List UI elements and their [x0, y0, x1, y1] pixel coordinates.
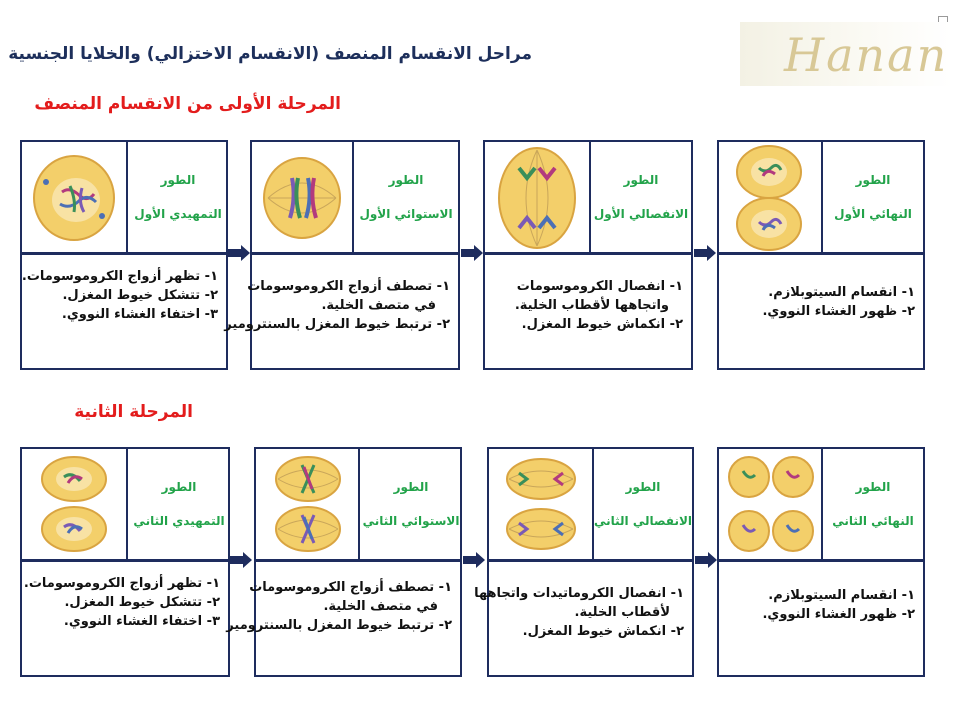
phase-telophase-2-box — [717, 447, 925, 561]
description-line: ١- انفصال الكروماتيدات واتجاهها — [474, 586, 684, 601]
phase-prophase-2-label — [128, 449, 230, 559]
phase-metaphase-1-image — [252, 142, 354, 252]
phase-telophase-1-image — [719, 142, 823, 252]
phase-anaphase-1-description — [483, 253, 693, 370]
cell-diagram-icon — [22, 449, 126, 559]
phase-metaphase-1-description — [224, 253, 460, 370]
watermark-text: Hanan — [784, 28, 949, 82]
description-line: ٣- اختفاء الغشاء النووي. — [63, 614, 220, 629]
stage-1-heading: المرحلة الأولى من الانقسام المنصف — [34, 94, 341, 114]
description-line: ٢- تتشكل خيوط المغزل. — [64, 595, 220, 610]
description-line: ١- انقسام السيتوبلازم. — [768, 588, 915, 603]
phase-label-name: الاستوائي الأول — [359, 207, 453, 221]
phase-label-word: الطور — [161, 480, 197, 494]
cell-diagram-icon — [485, 142, 589, 252]
description-line: ٢- ترتبط خيوط المغزل بالسنترومير — [224, 317, 450, 332]
phase-telophase-2-description — [717, 560, 925, 677]
cell-diagram-icon — [22, 142, 126, 252]
phase-metaphase-1-box — [250, 140, 460, 254]
description-line: ٢- انكماش خيوط المغزل. — [522, 624, 684, 639]
cell-diagram-icon — [252, 142, 352, 252]
phase-prophase-1-box — [20, 140, 228, 254]
phase-label-name: التمهيدي الأول — [134, 207, 222, 221]
phase-label-word: الطور — [388, 173, 424, 187]
phase-label-word: الطور — [160, 173, 196, 187]
phase-prophase-1-description — [20, 253, 228, 370]
phase-anaphase-2-description — [474, 560, 694, 677]
phase-telophase-2-label — [823, 449, 923, 559]
arrow-right-icon — [695, 551, 719, 569]
phase-anaphase-2-label — [594, 449, 692, 559]
description-line: ١- تصطف أزواج الكروموسومات — [249, 580, 452, 595]
description-line: في متصف الخلية. — [321, 298, 436, 313]
phase-metaphase-1-label — [354, 142, 458, 252]
phase-telophase-2-image — [719, 449, 823, 559]
phase-anaphase-2-image — [489, 449, 594, 559]
arrow-right-icon — [461, 244, 485, 262]
phase-label-name: الاستوائي الثاني — [362, 514, 460, 528]
description-line: ١- تصطف أزواج الكروموسومات — [247, 279, 450, 294]
description-line: ١- انفصال الكروموسومات — [516, 279, 683, 294]
phase-telophase-1-description — [717, 253, 925, 370]
phase-label-word: الطور — [625, 480, 661, 494]
description-line: ١- انقسام السيتوبلازم. — [768, 285, 915, 300]
phase-anaphase-1-image — [485, 142, 591, 252]
stage-2-heading: المرحلة الثانية — [74, 402, 193, 422]
cell-diagram-icon — [719, 449, 821, 559]
cell-diagram-icon — [489, 449, 592, 559]
phase-telophase-1-label — [823, 142, 923, 252]
phase-prophase-1-label — [128, 142, 228, 252]
description-line: ١- تظهر أزواج الكروموسومات. — [23, 576, 220, 591]
description-line: ٢- انكماش خيوط المغزل. — [521, 317, 683, 332]
phase-metaphase-2-box — [254, 447, 462, 561]
description-line: ٣- اختفاء الغشاء النووي. — [61, 307, 218, 322]
phase-label-word: الطور — [855, 480, 891, 494]
description-line: ٢- ترتبط خيوط المغزل بالسنترومير — [226, 618, 452, 633]
page-title: مراحل الانقسام المنصف (الانقسام الاختزالي) والخلايا الجنسية — [8, 44, 532, 64]
phase-metaphase-2-description — [226, 560, 462, 677]
description-line: ٢- ظهور الغشاء النووي. — [762, 607, 915, 622]
watermark — [740, 22, 952, 86]
arrow-right-icon — [694, 244, 718, 262]
cell-diagram-icon — [256, 449, 358, 559]
phase-metaphase-2-image — [256, 449, 360, 559]
phase-prophase-1-image — [22, 142, 128, 252]
phase-anaphase-1-box — [483, 140, 693, 254]
description-line: ٢- ظهور الغشاء النووي. — [762, 304, 915, 319]
description-line: ١- تظهر أزواج الكروموسومات. — [21, 269, 218, 284]
phase-anaphase-1-label — [591, 142, 691, 252]
phase-label-name: النهائي الثاني — [832, 514, 914, 528]
arrow-right-icon — [228, 244, 252, 262]
description-line: واتجاهها لأقطاب الخلية. — [514, 298, 669, 313]
phase-metaphase-2-label — [360, 449, 462, 559]
phase-label-word: الطور — [623, 173, 659, 187]
phase-label-name: النهائي الأول — [834, 207, 912, 221]
description-line: في متصف الخلية. — [323, 599, 438, 614]
cell-diagram-icon — [719, 142, 821, 252]
description-line: لأقطاب الخلية. — [574, 605, 670, 620]
phase-label-word: الطور — [393, 480, 429, 494]
phase-label-name: الانفصالي الثاني — [593, 514, 692, 528]
phase-telophase-1-box — [717, 140, 925, 254]
arrow-right-icon — [230, 551, 254, 569]
description-line: ٢- تتشكل خيوط المغزل. — [62, 288, 218, 303]
phase-label-word: الطور — [855, 173, 891, 187]
phase-label-name: التمهيدي الثاني — [133, 514, 225, 528]
phase-prophase-2-image — [22, 449, 128, 559]
phase-prophase-2-box — [20, 447, 230, 561]
arrow-right-icon — [463, 551, 487, 569]
phase-label-name: الانفصالي الأول — [593, 207, 689, 221]
phase-prophase-2-description — [20, 560, 230, 677]
phase-anaphase-2-box — [487, 447, 694, 561]
